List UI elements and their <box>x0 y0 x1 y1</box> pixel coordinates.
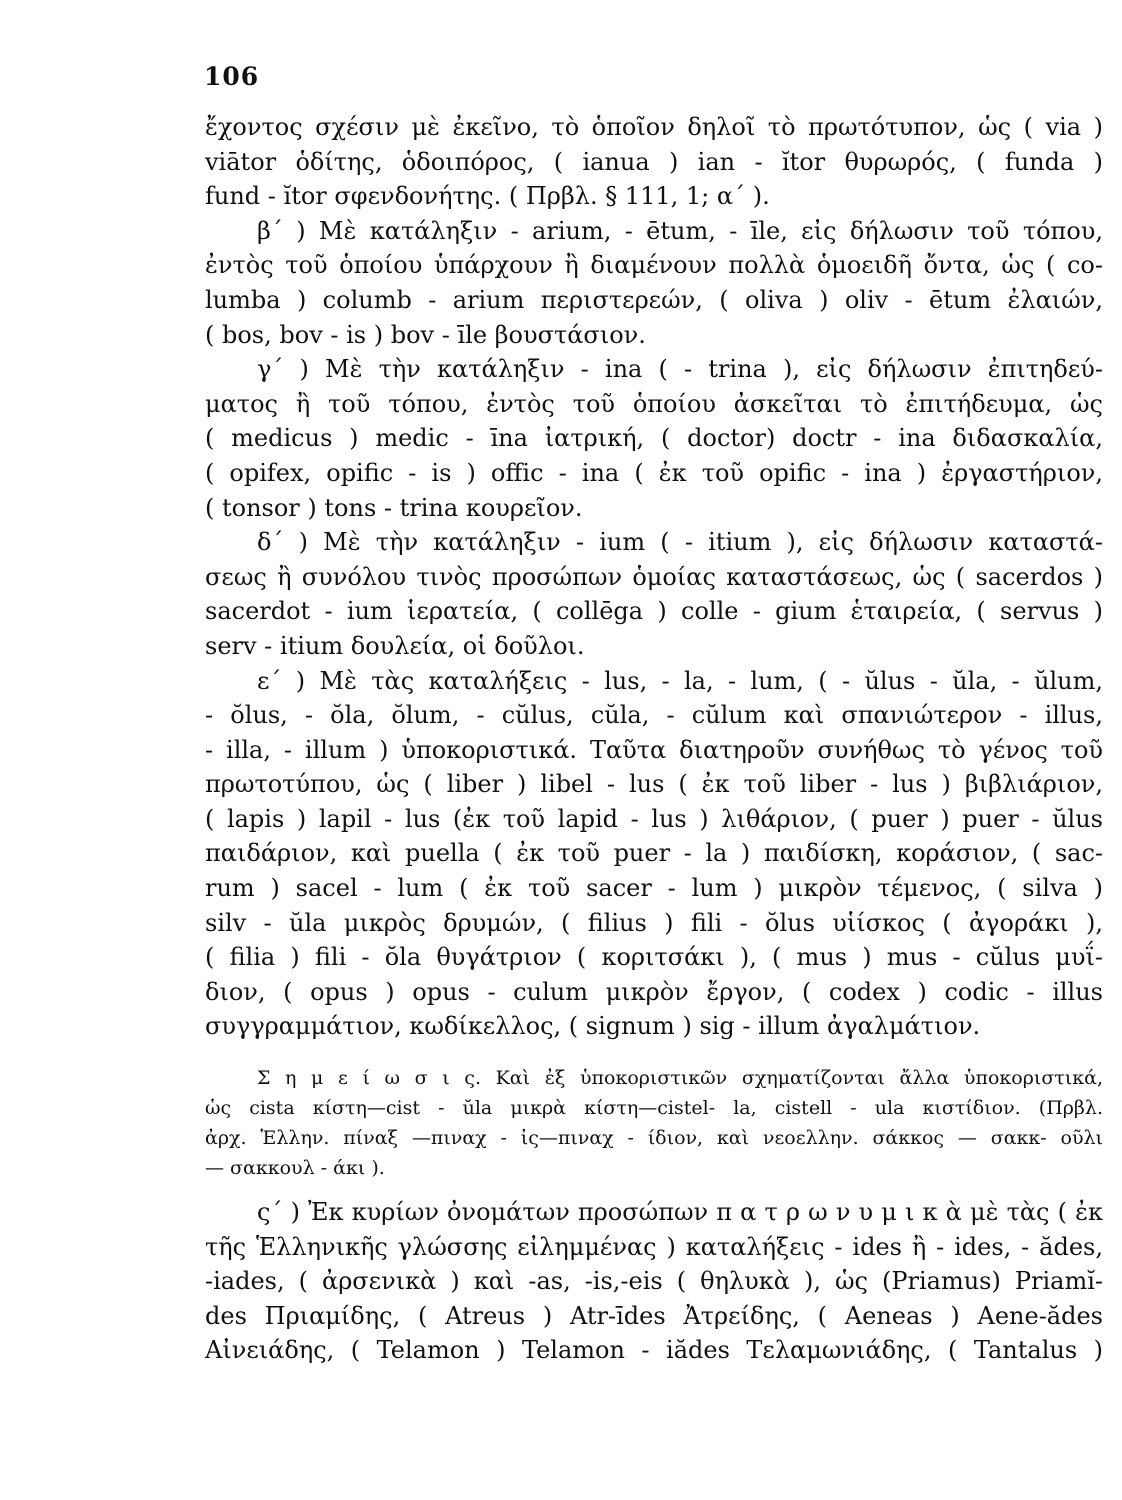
text-line: Αἰνειάδης, ( Telamon ) Telamon - iădes Τελαμωνιάδης, ( Tantalus ) <box>205 1336 1103 1365</box>
text-line: ματος ἢ τοῦ τόπου, ἐντὸς τοῦ ὁποίου ἀσκεῖται τὸ ἐπιτήδευμα, ὡς <box>205 389 1103 418</box>
text-line: παιδάριον, καὶ puella ( ἐκ τοῦ puer - la ) παιδίσκη, κοράσιον, ( sac- <box>205 839 1103 868</box>
paragraph-beta-line: β΄ ) Μὲ κατάληξιν - arium, - ētum, - īle, εἰς δήλωσιν τοῦ τόπου, <box>257 216 1103 245</box>
note-line: Σ η μ ε ί ω σ ι ς. Καὶ ἐξ ὑποκοριστικῶν σχηματίζονται ἄλλα ὑποκοριστικά, <box>257 1067 1103 1089</box>
page-number: 106 <box>204 62 260 91</box>
text-line: rum ) sacel - lum ( ἐκ τοῦ sacer - lum ) μικρὸν τέμενος, ( silva ) <box>205 874 1103 903</box>
note-line: ἀρχ. Ἑλλην. πίναξ —πιναχ - ἰς—πιναχ - ίδιον, καὶ νεοελλην. σάκκος — σακκ- οῦλι <box>205 1127 1103 1149</box>
note-block <box>205 1063 1103 1183</box>
text-line: serv - itium δουλεία, οἱ δοῦλοι. <box>205 631 585 660</box>
text-line: -iades, ( ἀρσενικὰ ) καὶ -as, -is,-eis ( θηλυκὰ ), ὡς (Priamus) Priamĭ- <box>205 1267 1103 1296</box>
text-line: ἐντὸς τοῦ ὁποίου ὑπάρχουν ἢ διαμένουν πολλὰ ὁμοειδῆ ὄντα, ὡς ( co- <box>205 251 1103 280</box>
text-line: fund - ĭtor σφενδονήτης. ( Πρβλ. § 111, 1; α΄ ). <box>205 182 770 211</box>
paragraph-delta-line: δ΄ ) Μὲ τὴν κατάληξιν - ium ( - itium ), εἰς δήλωσιν καταστά- <box>257 528 1103 557</box>
text-line: ἔχοντος σχέσιν μὲ ἐκεῖνο, τὸ ὁποῖον δηλοῖ τὸ πρωτότυπον, ὡς ( via ) <box>205 113 1103 141</box>
paragraph-gamma-line: γ΄ ) Μὲ τὴν κατάληξιν - ina ( - trina ), εἰς δήλωσιν ἐπιτηδεύ- <box>257 355 1103 384</box>
text-line: ( lapis ) lapil - lus (ἐκ τοῦ lapid - lus ) λιθάριον, ( puer ) puer - ŭlus <box>205 804 1103 833</box>
text-line: viātor ὁδίτης, ὁδοιπόρος, ( ianua ) ian - ĭtor θυρωρός, ( funda ) <box>205 147 1103 176</box>
text-line: ( tonsor ) tons - trina κουρεῖον. <box>205 493 583 522</box>
text-line: διον, ( opus ) opus - culum μικρὸν ἔργον, ( codex ) codic - illus <box>205 977 1103 1006</box>
text-line: ( filia ) fili - ŏla θυγάτριον ( κοριτσάκι ), ( mus ) mus - cŭlus μυΐ- <box>205 943 1103 972</box>
text-line: τῆς Ἑλληνικῆς γλώσσης εἰλημμένας ) καταλήξεις - ides ἢ - ides, - ădes, <box>205 1232 1103 1261</box>
paragraph-stigma-line: ς΄ ) Ἐκ κυρίων ὀνομάτων προσώπων π α τ ρ ω ν υ μ ι κ ὰ μὲ τὰς ( ἐκ <box>257 1198 1103 1226</box>
note-line: — σακκουλ - άκι ). <box>205 1157 385 1179</box>
text-line: lumba ) columb - arium περιστερεών, ( oliva ) oliv - ētum ἐλαιών, <box>205 285 1103 314</box>
paragraph-epsilon-line: ε΄ ) Μὲ τὰς καταλήξεις - lus, - la, - lum, ( - ŭlus - ŭla, - ŭlum, <box>257 666 1103 695</box>
main-text-block <box>205 110 1103 1044</box>
text-line: silv - ŭla μικρὸς δρυμών, ( filius ) fili - ŏlus υἱίσκος ( ἀγοράκι ), <box>205 908 1103 937</box>
text-line: - ŏlus, - ŏla, ŏlum, - cŭlus, cŭla, - cŭlum καὶ σπανιώτερον - illus, <box>205 701 1103 730</box>
text-line: ( opifex, opific - is ) offic - ina ( ἐκ τοῦ opific - ina ) ἐργαστήριον, <box>205 458 1103 487</box>
text-line: ( bos, bov - is ) bov - īle βουστάσιον. <box>205 320 646 349</box>
text-line: sacerdot - ium ἱερατεία, ( collēga ) colle - gium ἑταιρεία, ( servus ) <box>205 597 1103 626</box>
text-line: σεως ἢ συνόλου τινὸς προσώπων ὁμοίας καταστάσεως, ὡς ( sacerdos ) <box>205 562 1103 591</box>
text-line: συγγραμμάτιον, κωδίκελλος, ( signum ) sig - illum ἀγαλμάτιον. <box>205 1012 981 1041</box>
text-line: - illa, - illum ) ὑποκοριστικά. Ταῦτα διατηροῦν συνήθως τὸ γένος τοῦ <box>205 735 1103 764</box>
text-line: ( medicus ) medic - īna ἰατρική, ( doctor) doctr - ina διδασκαλία, <box>205 424 1103 453</box>
note-line: ὡς cista κίστη—cist - ŭla μικρὰ κίστη—cistel- la, cistell - ula κιστίδιον. (Πρβλ. <box>205 1097 1103 1119</box>
lower-text-block <box>205 1195 1103 1368</box>
text-line: πρωτοτύπου, ὡς ( liber ) libel - lus ( ἐκ τοῦ liber - lus ) βιβλιάριον, <box>205 770 1103 799</box>
text-line: des Πριαμίδης, ( Atreus ) Atr-īdes Ἀτρείδης, ( Aeneas ) Aene-ădes <box>205 1301 1103 1330</box>
